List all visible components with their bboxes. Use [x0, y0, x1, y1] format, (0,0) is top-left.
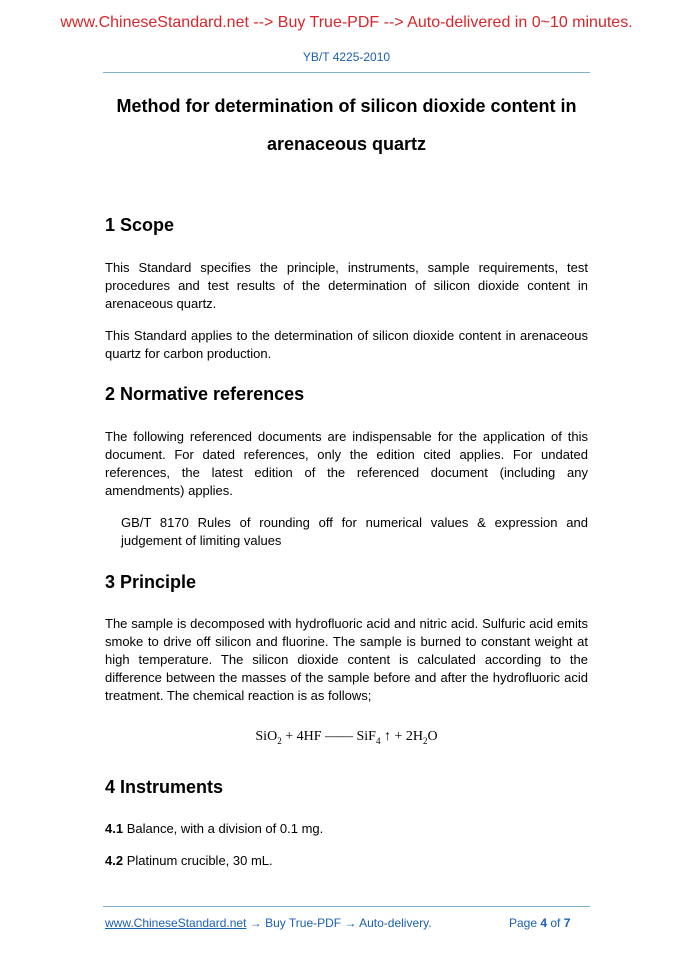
- formula-plus2: + 2H: [394, 729, 423, 744]
- document-title-line2: arenaceous quartz: [266, 134, 427, 154]
- page-number: 4: [540, 916, 548, 930]
- instrument-item-text: Balance, with a division of 0.1 mg.: [123, 821, 324, 836]
- instrument-item-text: Platinum crucible, 30 mL.: [123, 853, 273, 868]
- gas-arrow-icon: ↑: [380, 729, 395, 744]
- scope-paragraph-1: This Standard specifies the principle, instruments, sample requirements, test procedures and test results of the determination of silicon dioxide content in arenaceous quartz.: [105, 260, 588, 311]
- formula-product1: SiF: [352, 729, 376, 744]
- section-heading-normative: 2 Normative references: [105, 384, 305, 404]
- instrument-item-number: 4.2: [105, 853, 124, 868]
- formula-product2-end: O: [427, 729, 438, 744]
- page-total: 7: [563, 916, 571, 930]
- standard-code: YB/T 4225-2010: [302, 50, 391, 64]
- footer-nav-text: → Buy True-PDF → Auto-delivery.: [246, 916, 432, 930]
- instrument-item-number: 4.1: [105, 821, 124, 836]
- formula-reactant1-sub: 2: [277, 735, 282, 746]
- section-heading-instruments: 4 Instruments: [105, 777, 224, 797]
- principle-paragraph: The sample is decomposed with hydrofluoric acid and nitric acid. Sulfuric acid emits smoke to drive off silicon and fluorine. The sample is burned to constant weight at high temperature. The silicon dioxide content is calculated according to the difference between the masses of the sample before and after the hydrofluoric acid treatment. The chemical reaction is as follows;: [105, 616, 588, 703]
- footer-site-link[interactable]: www.ChineseStandard.net: [105, 916, 247, 930]
- formula-plus1: + 4HF: [281, 729, 325, 744]
- chemical-reaction-formula: [0, 729, 693, 746]
- page-of: of: [547, 916, 564, 930]
- document-title-line1: Method for determination of silicon dioxide content in: [116, 96, 577, 116]
- header-divider: [103, 72, 590, 73]
- promo-banner[interactable]: www.ChineseStandard.net --> Buy True-PDF --> Auto-delivered in 0~10 minutes.: [60, 14, 633, 31]
- page-prefix: Page: [509, 916, 541, 930]
- footer-left: [105, 916, 432, 930]
- formula-reactant1: SiO: [255, 729, 278, 744]
- normative-paragraph: The following referenced documents are indispensable for the application of this document. For dated references, only the edition cited applies. For undated references, the latest edition of the referenced document (including any amendments) applies.: [105, 429, 588, 498]
- formula-arrow: ——: [324, 729, 353, 744]
- section-heading-principle: 3 Principle: [105, 572, 197, 592]
- instrument-item: [105, 853, 273, 868]
- footer-divider: [103, 906, 590, 907]
- normative-reference-item: GB/T 8170 Rules of rounding off for numerical values & expression and judgement of limiting values: [121, 515, 588, 548]
- section-heading-scope: 1 Scope: [105, 215, 175, 235]
- page-indicator: [509, 916, 570, 930]
- scope-paragraph-2: This Standard applies to the determination of silicon dioxide content in arenaceous quartz for carbon production.: [105, 328, 588, 361]
- instrument-item: [105, 821, 323, 836]
- formula-product1-sub: 4: [375, 735, 381, 746]
- formula-product2-sub: 2: [422, 735, 428, 746]
